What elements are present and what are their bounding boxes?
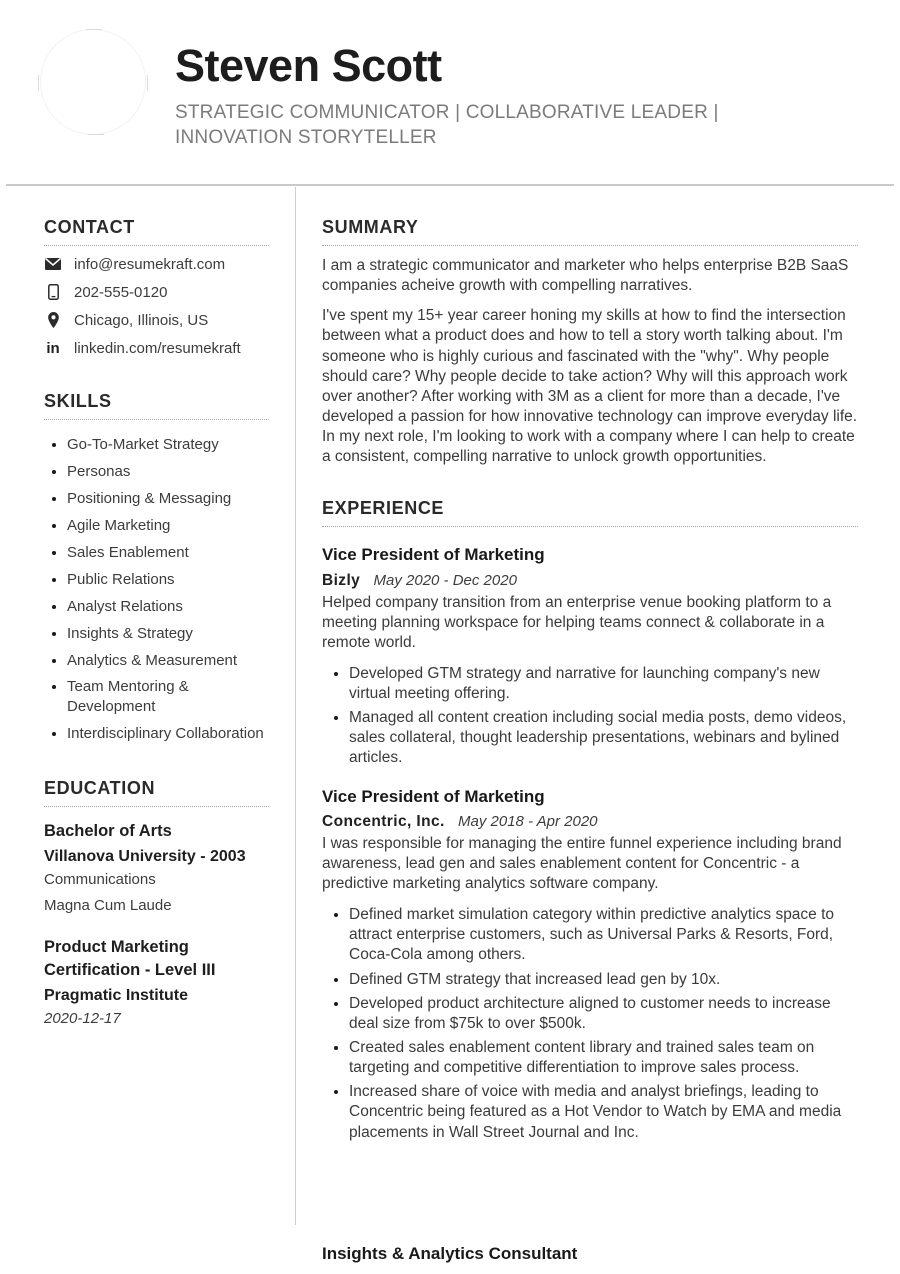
- section-summary: [322, 217, 858, 467]
- job-meta: [322, 572, 858, 590]
- job-description: I was responsible for managing the entire funnel experience including brand awareness, lead gen and sales enablement content for Concentric - a predictive marketing analytics software company.: [322, 834, 842, 892]
- section-skills: [44, 391, 269, 744]
- skill-item: • Insights & Strategy: [67, 624, 269, 644]
- job: [322, 786, 858, 1143]
- field-of-study: Communications: [44, 870, 156, 888]
- skill-item: • Analytics & Measurement: [67, 651, 269, 671]
- section-education: [44, 778, 269, 1027]
- school: Pragmatic Institute: [44, 986, 189, 1004]
- degree: Bachelor of Arts: [44, 822, 172, 841]
- job-bullet-list: [322, 664, 858, 769]
- contact-value-email: info@resumekraft.com: [74, 255, 226, 273]
- job-bullet: • Defined market simulation category within predictive analytics space to attract enterprise customers, such as Universal Parks & Resorts, Ford, Coca-Cola among others.: [349, 905, 858, 965]
- job: [322, 1243, 858, 1265]
- candidate-name: Steven Scott: [175, 40, 442, 91]
- job-title: Vice President of Marketing: [322, 545, 545, 565]
- job-bullet: • Managed all content creation including social media posts, demo videos, sales collateral, thought leadership presentations, webinars and bylined articles.: [349, 708, 858, 768]
- summary-paragraph: I am a strategic communicator and marketer who helps enterprise B2B SaaS companies acheive growth with compelling narratives.: [322, 257, 849, 295]
- job-bullet: • Developed GTM strategy and narrative for launching company's new virtual meeting offering.: [349, 664, 858, 704]
- job-dates: May 2018 - Apr 2020: [458, 812, 598, 830]
- job-bullet: • Developed product architecture aligned to customer needs to increase deal size from $75k to over $500k.: [349, 994, 858, 1034]
- contact-item-location: [44, 311, 269, 329]
- skill-item: • Team Mentoring & Development: [67, 677, 269, 717]
- skill-item: • Analyst Relations: [67, 597, 269, 617]
- skill-item: • Positioning & Messaging: [67, 489, 269, 509]
- job-dates: May 2020 - Dec 2020: [373, 571, 517, 589]
- candidate-tagline: STRATEGIC COMMUNICATOR | COLLABORATIVE LEADER | INNOVATION STORYTELLER: [175, 102, 719, 149]
- avatar-placeholder: [40, 29, 146, 135]
- skills-heading: SKILLS: [44, 391, 269, 420]
- contact-value-linkedin: linkedin.com/resumekraft: [74, 339, 241, 357]
- crop-mark-top: [86, 29, 102, 30]
- job-bullet: • Increased share of voice with media and analyst briefings, leading to Concentric being featured as a Hot Vendor to Watch by EMA and media placements in Wall Street Journal and Inc.: [349, 1082, 858, 1142]
- columns: [0, 186, 900, 1265]
- education-heading: EDUCATION: [44, 778, 269, 807]
- email-icon: [44, 258, 62, 270]
- crop-mark-bottom: [88, 134, 104, 135]
- phone-icon: [44, 284, 62, 300]
- skill-item: • Interdisciplinary Collaboration: [67, 724, 269, 744]
- linkedin-icon: in: [46, 339, 60, 357]
- name-block: [175, 42, 740, 150]
- summary-heading: SUMMARY: [322, 217, 858, 246]
- summary-paragraph: I've spent my 15+ year career honing my skills at how to find the intersection between what a product does and how to tell a story worth talking about. I'm someone who is highly curious and fascinated with the "why". Why people should care? Why people decide to take action? Why will this approach work over another? After working with 3M as a client for more than a decade, I've developed a passion for how innovative technology can improve everyday life. In my next role, I'm looking to work with a company where I can help to create a consistent, compelling narrative to unlock growth opportunities.: [322, 307, 858, 466]
- crop-mark-right: [147, 75, 148, 91]
- header-divider: [6, 184, 894, 186]
- job-bullet-list: [322, 905, 858, 1143]
- skill-item: • Personas: [67, 462, 269, 482]
- column-divider: [295, 187, 296, 1225]
- job-description: Helped company transition from an enterprise venue booking platform to a meeting planning workspace for helping teams connect & collaborate in a remote world.: [322, 593, 832, 651]
- contact-value-phone: 202-555-0120: [74, 283, 168, 301]
- honors: Magna Cum Laude: [44, 896, 172, 914]
- job-bullet: • Defined GTM strategy that increased lead gen by 10x.: [349, 970, 858, 990]
- skill-item: • Sales Enablement: [67, 543, 269, 563]
- job-meta: [322, 813, 858, 831]
- contact-heading: CONTACT: [44, 217, 269, 246]
- location-icon: [44, 312, 62, 328]
- header: [0, 0, 900, 186]
- skill-item: • Public Relations: [67, 570, 269, 590]
- job-title: Insights & Analytics Consultant: [322, 1243, 578, 1263]
- skill-item: • Agile Marketing: [67, 516, 269, 536]
- left-column: [0, 186, 295, 1265]
- cert-date: 2020-12-17: [44, 1010, 121, 1028]
- job-bullet: • Created sales enablement content library and trained sales team on targeting and competitive differentiation to improve sales process.: [349, 1038, 858, 1078]
- crop-mark-left: [38, 75, 39, 91]
- contact-item-linkedin: [44, 339, 269, 357]
- experience-heading: EXPERIENCE: [322, 498, 858, 527]
- contact-item-email: [44, 255, 269, 273]
- company-name: Concentric, Inc.: [322, 812, 445, 830]
- contact-value-location: Chicago, Illinois, US: [74, 311, 209, 329]
- job-title: Vice President of Marketing: [322, 786, 545, 806]
- job: [322, 544, 858, 768]
- contact-list: [44, 255, 269, 357]
- skills-list: [44, 435, 269, 744]
- section-contact: [44, 217, 269, 357]
- skill-item: • Go-To-Market Strategy: [67, 435, 269, 455]
- education-entry: [44, 820, 269, 913]
- school: Villanova University - 2003: [44, 848, 246, 866]
- company-name: Bizly: [322, 571, 361, 589]
- degree: Product Marketing Certification - Level III: [44, 937, 216, 979]
- contact-item-phone: [44, 283, 269, 301]
- section-experience: [322, 498, 858, 1264]
- right-column: [295, 186, 900, 1265]
- education-entry: [44, 936, 269, 1028]
